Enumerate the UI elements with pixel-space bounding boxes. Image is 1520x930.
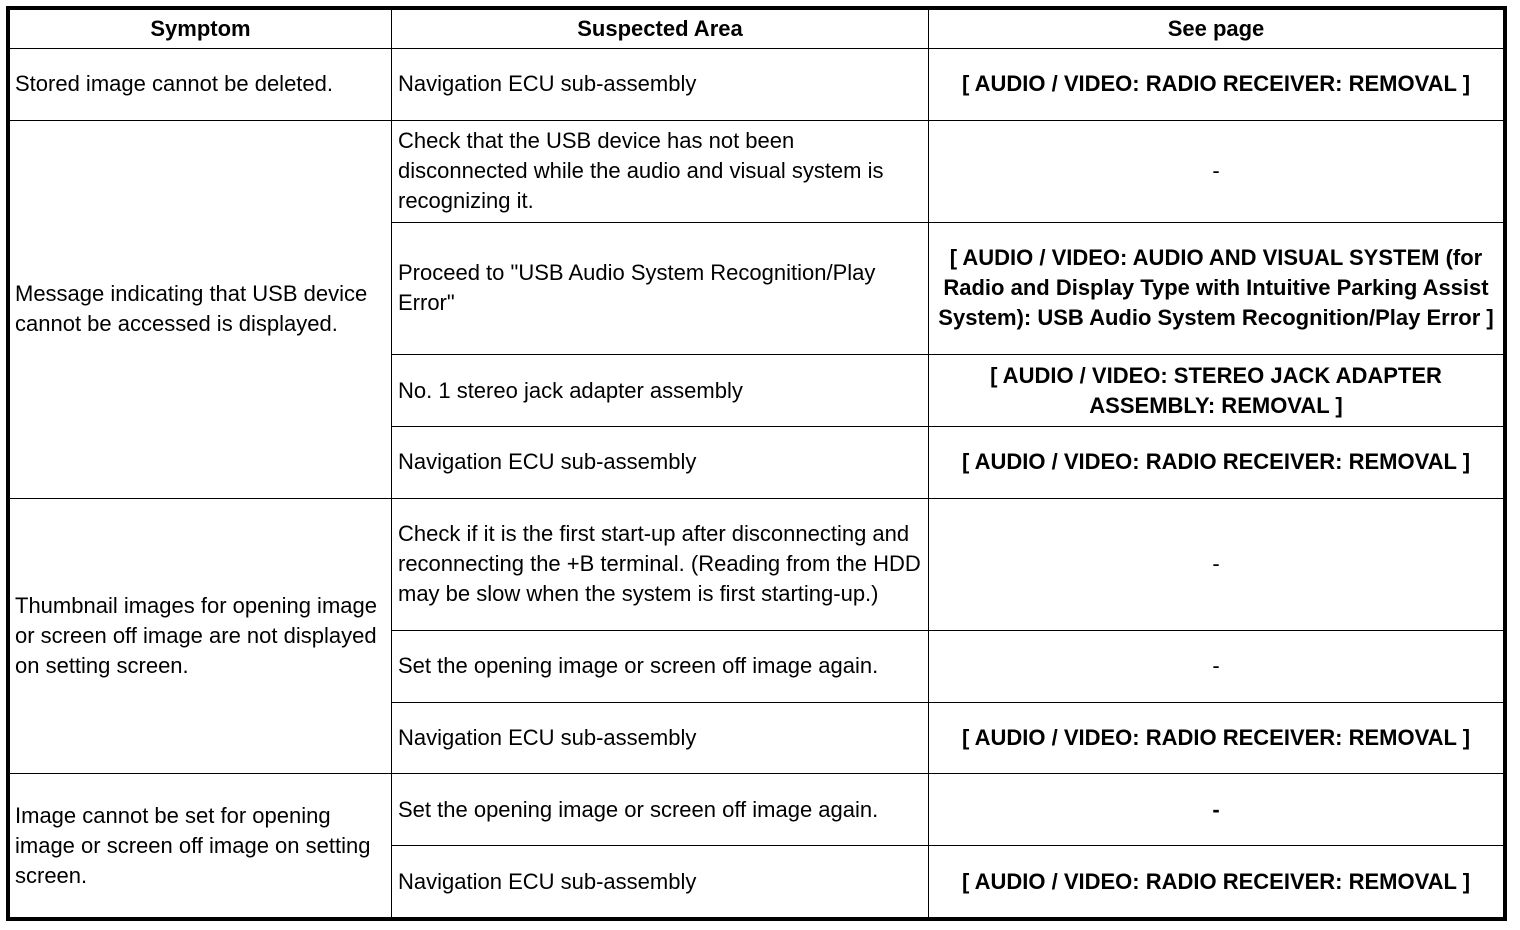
table-row — [10, 774, 1504, 846]
symptom-cell: Thumbnail images for opening image or screen off image are not displayed on setting screen. — [10, 498, 392, 774]
table-row — [10, 498, 1504, 630]
suspected-area-cell: Set the opening image or screen off image again. — [392, 774, 929, 846]
suspected-area-cell: Navigation ECU sub-assembly — [392, 426, 929, 498]
suspected-area-cell: Check that the USB device has not been disconnected while the audio and visual system is recognizing it. — [392, 120, 929, 222]
header-row — [10, 10, 1504, 49]
see-page-cell: - — [929, 630, 1504, 702]
suspected-area-cell: Proceed to "USB Audio System Recognition/Play Error" — [392, 222, 929, 354]
see-page-link[interactable]: [ AUDIO / VIDEO: RADIO RECEIVER: REMOVAL ] — [929, 846, 1504, 918]
symptom-cell: Message indicating that USB device cannot be accessed is displayed. — [10, 120, 392, 498]
troubleshooting-table-container — [6, 6, 1507, 921]
suspected-area-cell: Set the opening image or screen off image again. — [392, 630, 929, 702]
table-row — [10, 120, 1504, 222]
see-page-cell: - — [929, 120, 1504, 222]
suspected-area-cell: Navigation ECU sub-assembly — [392, 846, 929, 918]
header-see-page: See page — [929, 10, 1504, 49]
see-page-link[interactable]: [ AUDIO / VIDEO: RADIO RECEIVER: REMOVAL ] — [929, 49, 1504, 121]
symptom-cell: Stored image cannot be deleted. — [10, 49, 392, 121]
suspected-area-cell: Navigation ECU sub-assembly — [392, 49, 929, 121]
see-page-link[interactable]: [ AUDIO / VIDEO: AUDIO AND VISUAL SYSTEM (for Radio and Display Type with Intuitive Parking Assist System): USB Audio System Recognition/Play Error ] — [929, 222, 1504, 354]
see-page-link[interactable]: [ AUDIO / VIDEO: RADIO RECEIVER: REMOVAL ] — [929, 426, 1504, 498]
see-page-link[interactable]: [ AUDIO / VIDEO: STEREO JACK ADAPTER ASSEMBLY: REMOVAL ] — [929, 355, 1504, 427]
header-symptom: Symptom — [10, 10, 392, 49]
see-page-cell: - — [929, 774, 1504, 846]
see-page-link[interactable]: [ AUDIO / VIDEO: RADIO RECEIVER: REMOVAL ] — [929, 702, 1504, 774]
suspected-area-cell: Navigation ECU sub-assembly — [392, 702, 929, 774]
header-suspected-area: Suspected Area — [392, 10, 929, 49]
table-row — [10, 49, 1504, 121]
see-page-cell: - — [929, 498, 1504, 630]
symptom-cell: Image cannot be set for opening image or screen off image on setting screen. — [10, 774, 392, 918]
suspected-area-cell: No. 1 stereo jack adapter assembly — [392, 355, 929, 427]
troubleshooting-table — [9, 9, 1504, 918]
suspected-area-cell: Check if it is the first start-up after disconnecting and reconnecting the +B terminal. (Reading from the HDD may be slow when the system is first starting-up.) — [392, 498, 929, 630]
